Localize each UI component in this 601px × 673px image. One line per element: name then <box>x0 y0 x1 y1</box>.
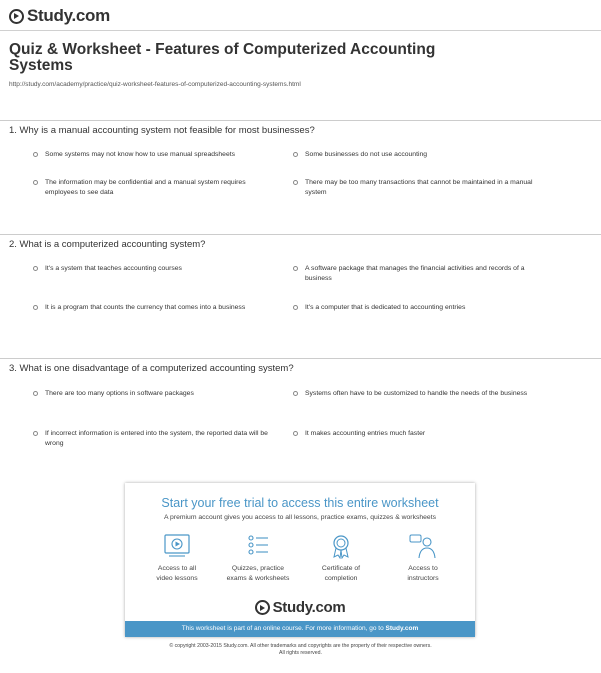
play-circle-icon <box>255 600 270 615</box>
feature-instructors <box>383 533 463 584</box>
radio-bullet-icon <box>33 180 38 185</box>
feature-label: Access to all <box>157 565 197 572</box>
copyright-line: © copyright 2003-2015 Study.com. All other trademarks and copyrights are the property of their respective owners. <box>169 643 432 649</box>
feature-quizzes <box>218 533 298 584</box>
feature-label: Quizzes, practice <box>231 565 285 572</box>
answer-option-text: It's a computer that is dedicated to accounting entries <box>305 304 466 311</box>
answer-option-text: If incorrect information is entered into the system, the reported data will be wrong <box>45 430 268 447</box>
answer-option-text: Some businesses do not use accounting <box>305 151 428 158</box>
play-circle-icon <box>9 9 24 24</box>
question-text: 3. What is one disadvantage of a computerized accounting system? <box>0 358 601 378</box>
answer-option[interactable] <box>33 303 265 313</box>
answer-option[interactable] <box>293 264 545 284</box>
instructor-chat-icon <box>409 533 437 559</box>
feature-label: exams & worksheets <box>226 575 290 582</box>
feature-video-lessons <box>137 533 217 584</box>
answer-option[interactable] <box>33 150 273 160</box>
study-com-link[interactable]: Study.com <box>385 625 419 632</box>
radio-bullet-icon <box>293 391 298 396</box>
answer-option-text: It is a program that counts the currency that comes into a business <box>45 304 246 311</box>
answer-option[interactable] <box>293 389 545 399</box>
feature-certificate <box>301 533 381 584</box>
radio-bullet-icon <box>33 391 38 396</box>
header-divider <box>0 30 601 31</box>
promo-subtitle: A premium account gives you access to all lessons, practice exams, quizzes & worksheets <box>164 514 436 521</box>
radio-bullet-icon <box>293 431 298 436</box>
certificate-ribbon-icon <box>327 533 355 559</box>
question-text: 2. What is a computerized accounting system? <box>0 234 601 254</box>
page-url: http://study.com/academy/practice/quiz-worksheet-features-of-computerized-accounting-systems.html <box>9 81 301 88</box>
copyright-line: All rights reserved. <box>279 650 322 656</box>
answer-option-text: There are too many options in software packages <box>45 390 194 397</box>
promo-title: Start your free trial to access this entire worksheet <box>161 496 439 510</box>
answer-option[interactable] <box>33 389 273 399</box>
feature-label: Access to <box>408 565 438 572</box>
logo-text: Study.com <box>27 6 110 25</box>
checklist-icon <box>244 533 272 559</box>
radio-bullet-icon <box>33 305 38 310</box>
free-trial-promo[interactable] <box>125 483 475 637</box>
promo-footer-text: This worksheet is part of an online course. For more information, go to <box>181 625 386 632</box>
answer-option-text: Systems often have to be customized to handle the needs of the business <box>305 390 528 397</box>
answer-option-text: It makes accounting entries much faster <box>305 430 426 437</box>
answer-option[interactable] <box>293 303 545 313</box>
answer-option-text: There may be too many transactions that cannot be maintained in a manual system <box>305 179 533 196</box>
feature-label: instructors <box>407 575 439 582</box>
answer-option[interactable] <box>33 264 273 274</box>
radio-bullet-icon <box>33 152 38 157</box>
promo-footer-bar <box>125 621 475 637</box>
answer-option[interactable] <box>33 429 273 449</box>
answer-option-text: A software package that manages the financial activities and records of a business <box>305 265 525 282</box>
radio-bullet-icon <box>33 266 38 271</box>
radio-bullet-icon <box>293 305 298 310</box>
radio-bullet-icon <box>293 180 298 185</box>
answer-option-text: Some systems may not know how to use manual spreadsheets <box>45 151 236 158</box>
video-player-icon <box>163 533 191 559</box>
answer-option-text: The information may be confidential and a manual system requires employees to see data <box>45 179 246 196</box>
answer-option[interactable] <box>293 150 543 160</box>
answer-option[interactable] <box>293 178 545 198</box>
study-com-logo[interactable] <box>9 6 110 26</box>
radio-bullet-icon <box>293 152 298 157</box>
answer-option[interactable] <box>33 178 265 198</box>
radio-bullet-icon <box>33 431 38 436</box>
answer-option-text: It's a system that teaches accounting courses <box>45 265 182 272</box>
promo-study-com-logo[interactable] <box>125 599 475 616</box>
logo-text: Study.com <box>272 599 346 616</box>
feature-label: video lessons <box>156 575 198 582</box>
feature-label: completion <box>324 575 358 582</box>
answer-option[interactable] <box>293 429 545 439</box>
page-title: Quiz & Worksheet - Features of Computerized Accounting Systems <box>9 41 436 74</box>
copyright-notice <box>0 643 601 657</box>
feature-label: Certificate of <box>321 565 361 572</box>
question-text: 1. Why is a manual accounting system not feasible for most businesses? <box>0 120 601 140</box>
radio-bullet-icon <box>293 266 298 271</box>
